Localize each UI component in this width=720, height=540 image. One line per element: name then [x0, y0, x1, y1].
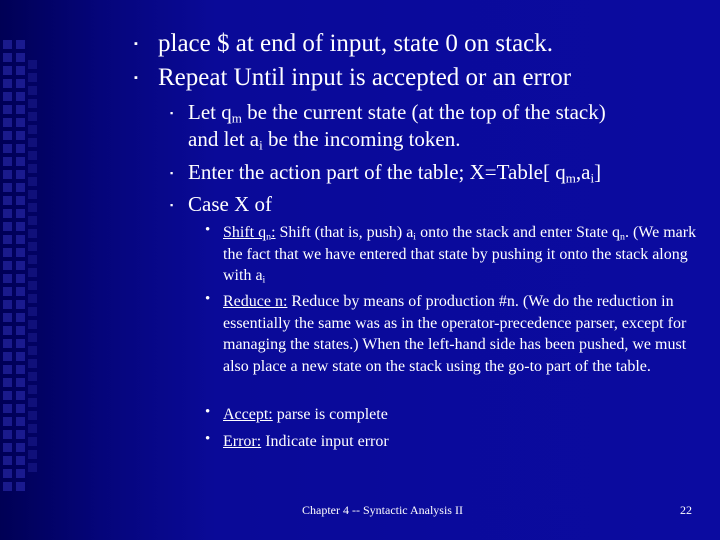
bullet-marker: •	[205, 404, 211, 420]
bullet-place-dollar: place $ at end of input, state 0 on stack.	[158, 30, 554, 57]
bullet-enter-action: Enter the action part of the table; X=Table[ $q_m,a_i$]	[188, 160, 602, 186]
bullet-marker: ▪	[134, 72, 138, 84]
bullet-marker: ▪	[134, 38, 138, 50]
bullet-error: Error: Indicate input error	[223, 433, 389, 450]
bullet-marker: ▪	[170, 200, 174, 210]
bullet-repeat-until: Repeat Until input is accepted or an error	[158, 64, 572, 91]
bullet-reduce: Reduce n: Reduce by means of production #n. (We do the reduction in essentially the same was as in the operator-precedence parser, except for managing the states.) When the left-hand side has been pushed, we must also place a new state on the stack using the go-to part of the table.	[223, 293, 687, 375]
bullet-let-qm: Let $q_m$ be the current state (at the top of the stack)	[188, 100, 606, 126]
bullet-marker: •	[205, 222, 211, 238]
footer-title: Chapter 4 -- Syntactic Analysis II	[302, 503, 463, 517]
page-number: 22	[680, 503, 692, 517]
bullet-case-x: Case X of	[188, 192, 272, 216]
bullet-marker: ▪	[170, 168, 174, 178]
bullet-marker: ▪	[170, 108, 174, 118]
bullet-marker: •	[205, 291, 211, 307]
bullet-accept: Accept: parse is complete	[223, 406, 388, 423]
bullet-let-qm-cont: and let $a_i$ be the incoming token.	[188, 127, 461, 153]
bullet-marker: •	[205, 431, 211, 447]
bullet-shift: Shift $q_n$: Shift (that is, push) $a_i$ onto the stack and enter State $q_n$. (We mark the fact that we have entered that state by pushing it onto the stack along with $a_i$	[223, 224, 697, 286]
